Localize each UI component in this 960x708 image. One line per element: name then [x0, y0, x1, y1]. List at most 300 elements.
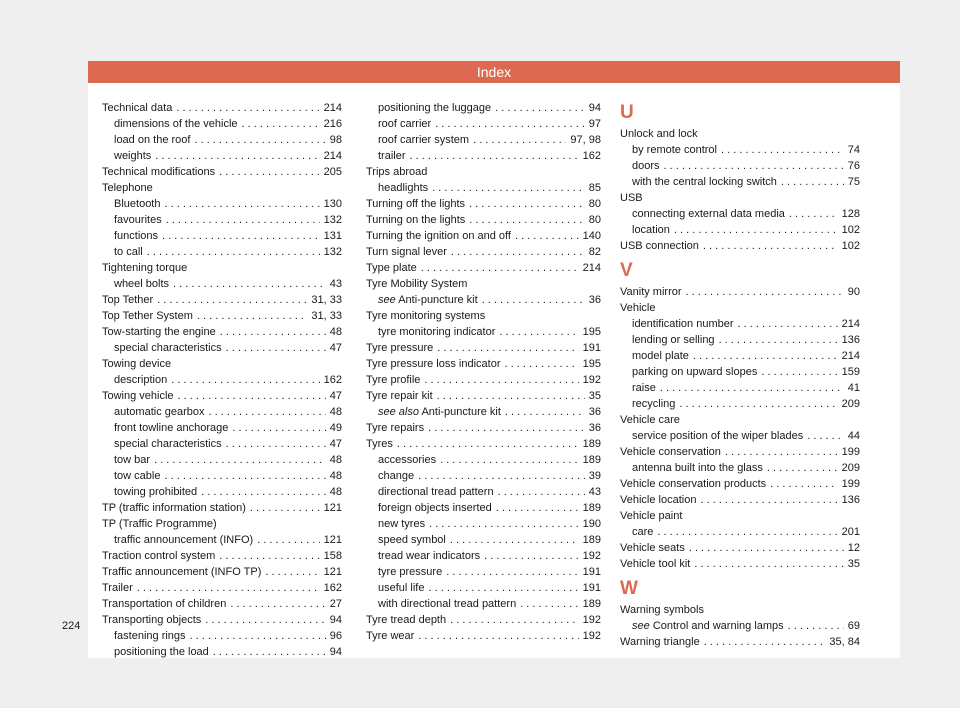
- dot-leader: [164, 196, 319, 212]
- dot-leader: [155, 148, 319, 164]
- entry-label: towing prohibited: [114, 486, 198, 498]
- index-heading: Warning symbols: [620, 604, 704, 616]
- dot-leader: [664, 158, 844, 174]
- dot-leader: [674, 222, 838, 238]
- entry-label: Towing vehicle: [102, 390, 174, 402]
- index-heading: Trips abroad: [366, 166, 428, 178]
- entry-page: 192: [582, 550, 601, 562]
- entry-label: tow cable: [114, 470, 161, 482]
- section-letter: U: [620, 102, 634, 123]
- entry-label: special characteristics: [114, 438, 222, 450]
- entry-label: Vehicle seats: [620, 542, 685, 554]
- entry-label: Tyres: [366, 438, 393, 450]
- dot-leader: [410, 148, 579, 164]
- entry-label: raise: [632, 382, 656, 394]
- entry-page: 43: [329, 278, 342, 290]
- index-entry: [620, 332, 860, 348]
- dot-leader: [657, 524, 837, 540]
- entry-page: 121: [323, 502, 342, 514]
- index-heading: Vehicle: [620, 302, 656, 314]
- index-entry: [366, 516, 601, 532]
- index-entry: [366, 180, 601, 196]
- entry-label: Turn signal lever: [366, 246, 447, 258]
- entry-page: 189: [582, 598, 601, 610]
- entry-label: Turning the ignition on and off: [366, 230, 511, 242]
- dot-leader: [505, 404, 585, 420]
- dot-leader: [171, 372, 319, 388]
- index-entry: [102, 148, 342, 164]
- entry-label: TP (traffic information station): [102, 502, 246, 514]
- index-entry: [102, 468, 342, 484]
- entry-label: tyre monitoring indicator: [378, 326, 496, 338]
- entry-label: lending or selling: [632, 334, 715, 346]
- index-entry: [102, 292, 342, 308]
- entry-page: 35: [847, 558, 860, 570]
- entry-label: tread wear indicators: [378, 550, 481, 562]
- index-entry: [102, 212, 342, 228]
- dot-leader: [219, 548, 319, 564]
- entry-label: Tyre wear: [366, 630, 415, 642]
- dot-leader: [693, 348, 838, 364]
- entry-page: 199: [841, 446, 860, 458]
- entry-label: Tyre profile: [366, 374, 421, 386]
- entry-label: Traction control system: [102, 550, 216, 562]
- index-entry: [620, 348, 860, 364]
- index-column-2: [366, 100, 601, 644]
- index-heading: TP (Traffic Programme): [102, 518, 217, 530]
- page-number: 224: [62, 620, 81, 632]
- dot-leader: [704, 634, 826, 650]
- entry-label: location: [632, 224, 670, 236]
- entry-label: traffic announcement (INFO): [114, 534, 254, 546]
- dot-leader: [437, 388, 585, 404]
- entry-label: care: [632, 526, 654, 538]
- entry-page: 35, 84: [829, 636, 860, 648]
- entry-label: tyre pressure: [378, 566, 443, 578]
- index-entry: [620, 492, 860, 508]
- dot-leader: [429, 516, 579, 532]
- index-entry: [620, 380, 860, 396]
- entry-page: 209: [841, 462, 860, 474]
- index-entry: [366, 100, 601, 116]
- entry-page: 97, 98: [570, 134, 601, 146]
- entry-page: 75: [847, 176, 860, 188]
- dot-leader: [232, 420, 325, 436]
- see-target: Anti-puncture kit: [421, 406, 501, 418]
- entry-label: description: [114, 374, 168, 386]
- index-entry: [620, 396, 860, 412]
- dot-leader: [176, 100, 319, 116]
- index-heading: Telephone: [102, 182, 153, 194]
- entry-label: Turning on the lights: [366, 214, 466, 226]
- dot-leader: [162, 228, 320, 244]
- dot-leader: [770, 476, 837, 492]
- dot-leader: [495, 100, 585, 116]
- index-entry: [366, 132, 601, 148]
- index-entry: [102, 308, 342, 324]
- entry-label: service position of the wiper blades: [632, 430, 804, 442]
- dot-leader: [265, 564, 319, 580]
- entry-page: 162: [582, 150, 601, 162]
- entry-label: doors: [632, 160, 660, 172]
- dot-leader: [213, 644, 326, 660]
- dot-leader: [166, 212, 320, 228]
- dot-leader: [450, 532, 579, 548]
- entry-page: 189: [582, 502, 601, 514]
- index-entry: [102, 644, 342, 660]
- dot-leader: [767, 460, 838, 476]
- entry-label: recycling: [632, 398, 676, 410]
- see-target: Anti-puncture kit: [398, 294, 478, 306]
- index-heading: Towing device: [102, 358, 172, 370]
- entry-page: 132: [323, 214, 342, 226]
- entry-page: 191: [582, 342, 601, 354]
- entry-page: 191: [582, 582, 601, 594]
- index-entry: [102, 452, 342, 468]
- dot-leader: [190, 628, 326, 644]
- dot-leader: [220, 324, 326, 340]
- entry-label: accessories: [378, 454, 437, 466]
- index-entry: [620, 174, 860, 190]
- index-heading: Tightening torque: [102, 262, 188, 274]
- dot-leader: [205, 612, 325, 628]
- dot-leader: [250, 500, 320, 516]
- dot-leader: [738, 316, 838, 332]
- dot-leader: [178, 388, 326, 404]
- entry-page: 47: [329, 438, 342, 450]
- index-column-1: [102, 100, 342, 660]
- entry-page: 98: [329, 134, 342, 146]
- entry-label: roof carrier system: [378, 134, 470, 146]
- index-entry: [102, 612, 342, 628]
- entry-label: model plate: [632, 350, 689, 362]
- index-entry: [620, 364, 860, 380]
- entry-page: 41: [847, 382, 860, 394]
- dot-leader: [201, 484, 326, 500]
- dot-leader: [418, 468, 585, 484]
- dot-leader: [719, 332, 838, 348]
- index-entry: [102, 532, 342, 548]
- entry-page: 216: [323, 118, 342, 130]
- entry-label: Transportation of children: [102, 598, 227, 610]
- entry-page: 36: [588, 422, 601, 434]
- see-reference: see also: [378, 406, 419, 418]
- dot-leader: [807, 428, 844, 444]
- entry-page: 192: [582, 614, 601, 626]
- index-entry: [620, 142, 860, 158]
- entry-label: Type plate: [366, 262, 417, 274]
- entry-label: Transporting objects: [102, 614, 202, 626]
- entry-page: 136: [841, 494, 860, 506]
- dot-leader: [515, 228, 579, 244]
- entry-page: 43: [588, 486, 601, 498]
- index-entry: [102, 388, 342, 404]
- index-entry: [102, 276, 342, 292]
- entry-page: 31, 33: [311, 310, 342, 322]
- dot-leader: [230, 596, 325, 612]
- entry-label: Tyre repairs: [366, 422, 425, 434]
- dot-leader: [257, 532, 319, 548]
- dot-leader: [450, 612, 579, 628]
- entry-page: 201: [841, 526, 860, 538]
- dot-leader: [226, 436, 326, 452]
- index-entry: [620, 206, 860, 222]
- entry-page: 159: [841, 366, 860, 378]
- entry-page: 140: [582, 230, 601, 242]
- entry-label: Tyre tread depth: [366, 614, 447, 626]
- entry-label: by remote control: [632, 144, 717, 156]
- index-entry: [102, 324, 342, 340]
- entry-page: 102: [841, 224, 860, 236]
- section-letter: V: [620, 260, 633, 281]
- entry-label: Vehicle tool kit: [620, 558, 691, 570]
- entry-page: 214: [323, 150, 342, 162]
- index-entry: [366, 244, 601, 260]
- entry-label: antenna built into the glass: [632, 462, 763, 474]
- see-reference: see: [632, 620, 650, 632]
- dot-leader: [469, 212, 584, 228]
- entry-page: 74: [847, 144, 860, 156]
- index-entry: [102, 116, 342, 132]
- index-entry: [102, 404, 342, 420]
- index-entry: [366, 564, 601, 580]
- entry-label: Trailer: [102, 582, 133, 594]
- entry-page: 48: [329, 326, 342, 338]
- entry-page: 96: [329, 630, 342, 642]
- index-entry: [102, 228, 342, 244]
- index-entry: [366, 452, 601, 468]
- index-entry: [366, 260, 601, 276]
- index-entry: [620, 316, 860, 332]
- dot-leader: [219, 164, 320, 180]
- entry-label: speed symbol: [378, 534, 446, 546]
- entry-label: useful life: [378, 582, 425, 594]
- index-entry: [102, 580, 342, 596]
- entry-label: with the central locking switch: [632, 176, 777, 188]
- dot-leader: [194, 132, 325, 148]
- dot-leader: [421, 260, 579, 276]
- dot-leader: [520, 596, 578, 612]
- entry-label: USB connection: [620, 240, 699, 252]
- dot-leader: [424, 372, 578, 388]
- entry-label: directional tread pattern: [378, 486, 494, 498]
- index-entry: [102, 196, 342, 212]
- index-entry: [366, 500, 601, 516]
- index-heading: Unlock and lock: [620, 128, 698, 140]
- entry-label: Vehicle location: [620, 494, 697, 506]
- entry-label: positioning the load: [114, 646, 209, 658]
- index-entry: [102, 420, 342, 436]
- entry-label: Traffic announcement (INFO TP): [102, 566, 262, 578]
- entry-label: front towline anchorage: [114, 422, 229, 434]
- index-entry: [366, 628, 601, 644]
- dot-leader: [686, 284, 844, 300]
- entry-page: 47: [329, 390, 342, 402]
- entry-page: 136: [841, 334, 860, 346]
- entry-label: Vehicle conservation products: [620, 478, 767, 490]
- dot-leader: [154, 452, 326, 468]
- dot-leader: [703, 238, 838, 254]
- dot-leader: [418, 628, 578, 644]
- entry-page: 47: [329, 342, 342, 354]
- index-heading: Vehicle care: [620, 414, 680, 426]
- index-entry: [366, 196, 601, 212]
- entry-page: 214: [323, 102, 342, 114]
- section-letter: W: [620, 578, 638, 599]
- index-entry: [366, 324, 601, 340]
- index-entry: [102, 100, 342, 116]
- entry-label: Tow-starting the engine: [102, 326, 216, 338]
- index-heading: Tyre Mobility System: [366, 278, 468, 290]
- entry-label: identification number: [632, 318, 734, 330]
- entry-page: 214: [841, 318, 860, 330]
- index-entry: [366, 548, 601, 564]
- entry-label: Turning off the lights: [366, 198, 466, 210]
- entry-page: 94: [329, 646, 342, 658]
- index-entry: [366, 356, 601, 372]
- index-header: Index: [88, 61, 900, 83]
- entry-label: [378, 292, 478, 308]
- index-entry: [102, 548, 342, 564]
- entry-page: 48: [329, 406, 342, 418]
- index-heading: USB: [620, 192, 643, 204]
- entry-label: connecting external data media: [632, 208, 785, 220]
- entry-page: 48: [329, 454, 342, 466]
- dot-leader: [781, 174, 844, 190]
- entry-label: load on the roof: [114, 134, 191, 146]
- index-entry: [620, 618, 860, 634]
- dot-leader: [482, 292, 585, 308]
- entry-page: 121: [323, 566, 342, 578]
- index-heading: Vehicle paint: [620, 510, 683, 522]
- index-entry: [366, 212, 601, 228]
- entry-label: new tyres: [378, 518, 426, 530]
- entry-page: 162: [323, 374, 342, 386]
- dot-leader: [209, 404, 326, 420]
- entry-label: Vehicle conservation: [620, 446, 721, 458]
- index-entry: [366, 580, 601, 596]
- dot-leader: [725, 444, 838, 460]
- index-entry: [366, 372, 601, 388]
- entry-page: 195: [582, 326, 601, 338]
- entry-page: 195: [582, 358, 601, 370]
- index-entry: [102, 132, 342, 148]
- entry-label: Tyre pressure: [366, 342, 434, 354]
- index-entry: [366, 436, 601, 452]
- index-entry: [366, 612, 601, 628]
- dot-leader: [164, 468, 325, 484]
- index-entry: [620, 634, 860, 650]
- entry-page: 31, 33: [311, 294, 342, 306]
- entry-page: 69: [847, 620, 860, 632]
- dot-leader: [437, 340, 578, 356]
- entry-page: 82: [588, 246, 601, 258]
- entry-label: [632, 618, 784, 634]
- see-reference: see: [378, 294, 396, 306]
- index-entry: [366, 148, 601, 164]
- dot-leader: [789, 206, 838, 222]
- index-entry: [620, 222, 860, 238]
- entry-page: 189: [582, 534, 601, 546]
- entry-page: 158: [323, 550, 342, 562]
- index-entry: [366, 292, 601, 308]
- entry-label: special characteristics: [114, 342, 222, 354]
- index-entry: [366, 468, 601, 484]
- dot-leader: [496, 500, 579, 516]
- entry-label: Top Tether System: [102, 310, 193, 322]
- entry-page: 121: [323, 534, 342, 546]
- index-entry: [102, 564, 342, 580]
- entry-label: Vanity mirror: [620, 286, 682, 298]
- entry-page: 12: [847, 542, 860, 554]
- index-entry: [620, 556, 860, 572]
- dot-leader: [428, 420, 585, 436]
- dot-leader: [197, 308, 308, 324]
- dot-leader: [435, 116, 585, 132]
- entry-label: Technical modifications: [102, 166, 216, 178]
- entry-page: 49: [329, 422, 342, 434]
- index-entry: [366, 596, 601, 612]
- index-entry: [366, 420, 601, 436]
- dot-leader: [694, 556, 843, 572]
- dot-leader: [689, 540, 844, 556]
- dot-leader: [721, 142, 844, 158]
- index-entry: [102, 500, 342, 516]
- entry-label: parking on upward slopes: [632, 366, 758, 378]
- index-entry: [102, 436, 342, 452]
- entry-label: trailer: [378, 150, 406, 162]
- entry-page: 199: [841, 478, 860, 490]
- entry-label: headlights: [378, 182, 429, 194]
- dot-leader: [157, 292, 307, 308]
- entry-label: dimensions of the vehicle: [114, 118, 238, 130]
- dot-leader: [679, 396, 837, 412]
- entry-page: 131: [323, 230, 342, 242]
- entry-label: weights: [114, 150, 152, 162]
- dot-leader: [147, 244, 320, 260]
- index-entry: [620, 238, 860, 254]
- entry-label: automatic gearbox: [114, 406, 205, 418]
- index-entry: [102, 484, 342, 500]
- entry-page: 85: [588, 182, 601, 194]
- entry-label: Warning triangle: [620, 636, 700, 648]
- entry-page: 27: [329, 598, 342, 610]
- dot-leader: [761, 364, 837, 380]
- entry-page: 162: [323, 582, 342, 594]
- entry-page: 189: [582, 454, 601, 466]
- index-entry: [620, 524, 860, 540]
- dot-leader: [397, 436, 579, 452]
- entry-page: 214: [841, 350, 860, 362]
- dot-leader: [446, 564, 578, 580]
- entry-page: 76: [847, 160, 860, 172]
- entry-page: 102: [841, 240, 860, 252]
- entry-page: 190: [582, 518, 601, 530]
- dot-leader: [660, 380, 844, 396]
- index-entry: [366, 228, 601, 244]
- entry-label: Top Tether: [102, 294, 154, 306]
- dot-leader: [242, 116, 320, 132]
- dot-leader: [137, 580, 320, 596]
- entry-page: 94: [588, 102, 601, 114]
- index-entry: [366, 532, 601, 548]
- entry-page: 205: [323, 166, 342, 178]
- entry-label: Tyre pressure loss indicator: [366, 358, 501, 370]
- index-entry: [366, 116, 601, 132]
- dot-leader: [473, 132, 566, 148]
- entry-page: 191: [582, 566, 601, 578]
- index-entry: [366, 340, 601, 356]
